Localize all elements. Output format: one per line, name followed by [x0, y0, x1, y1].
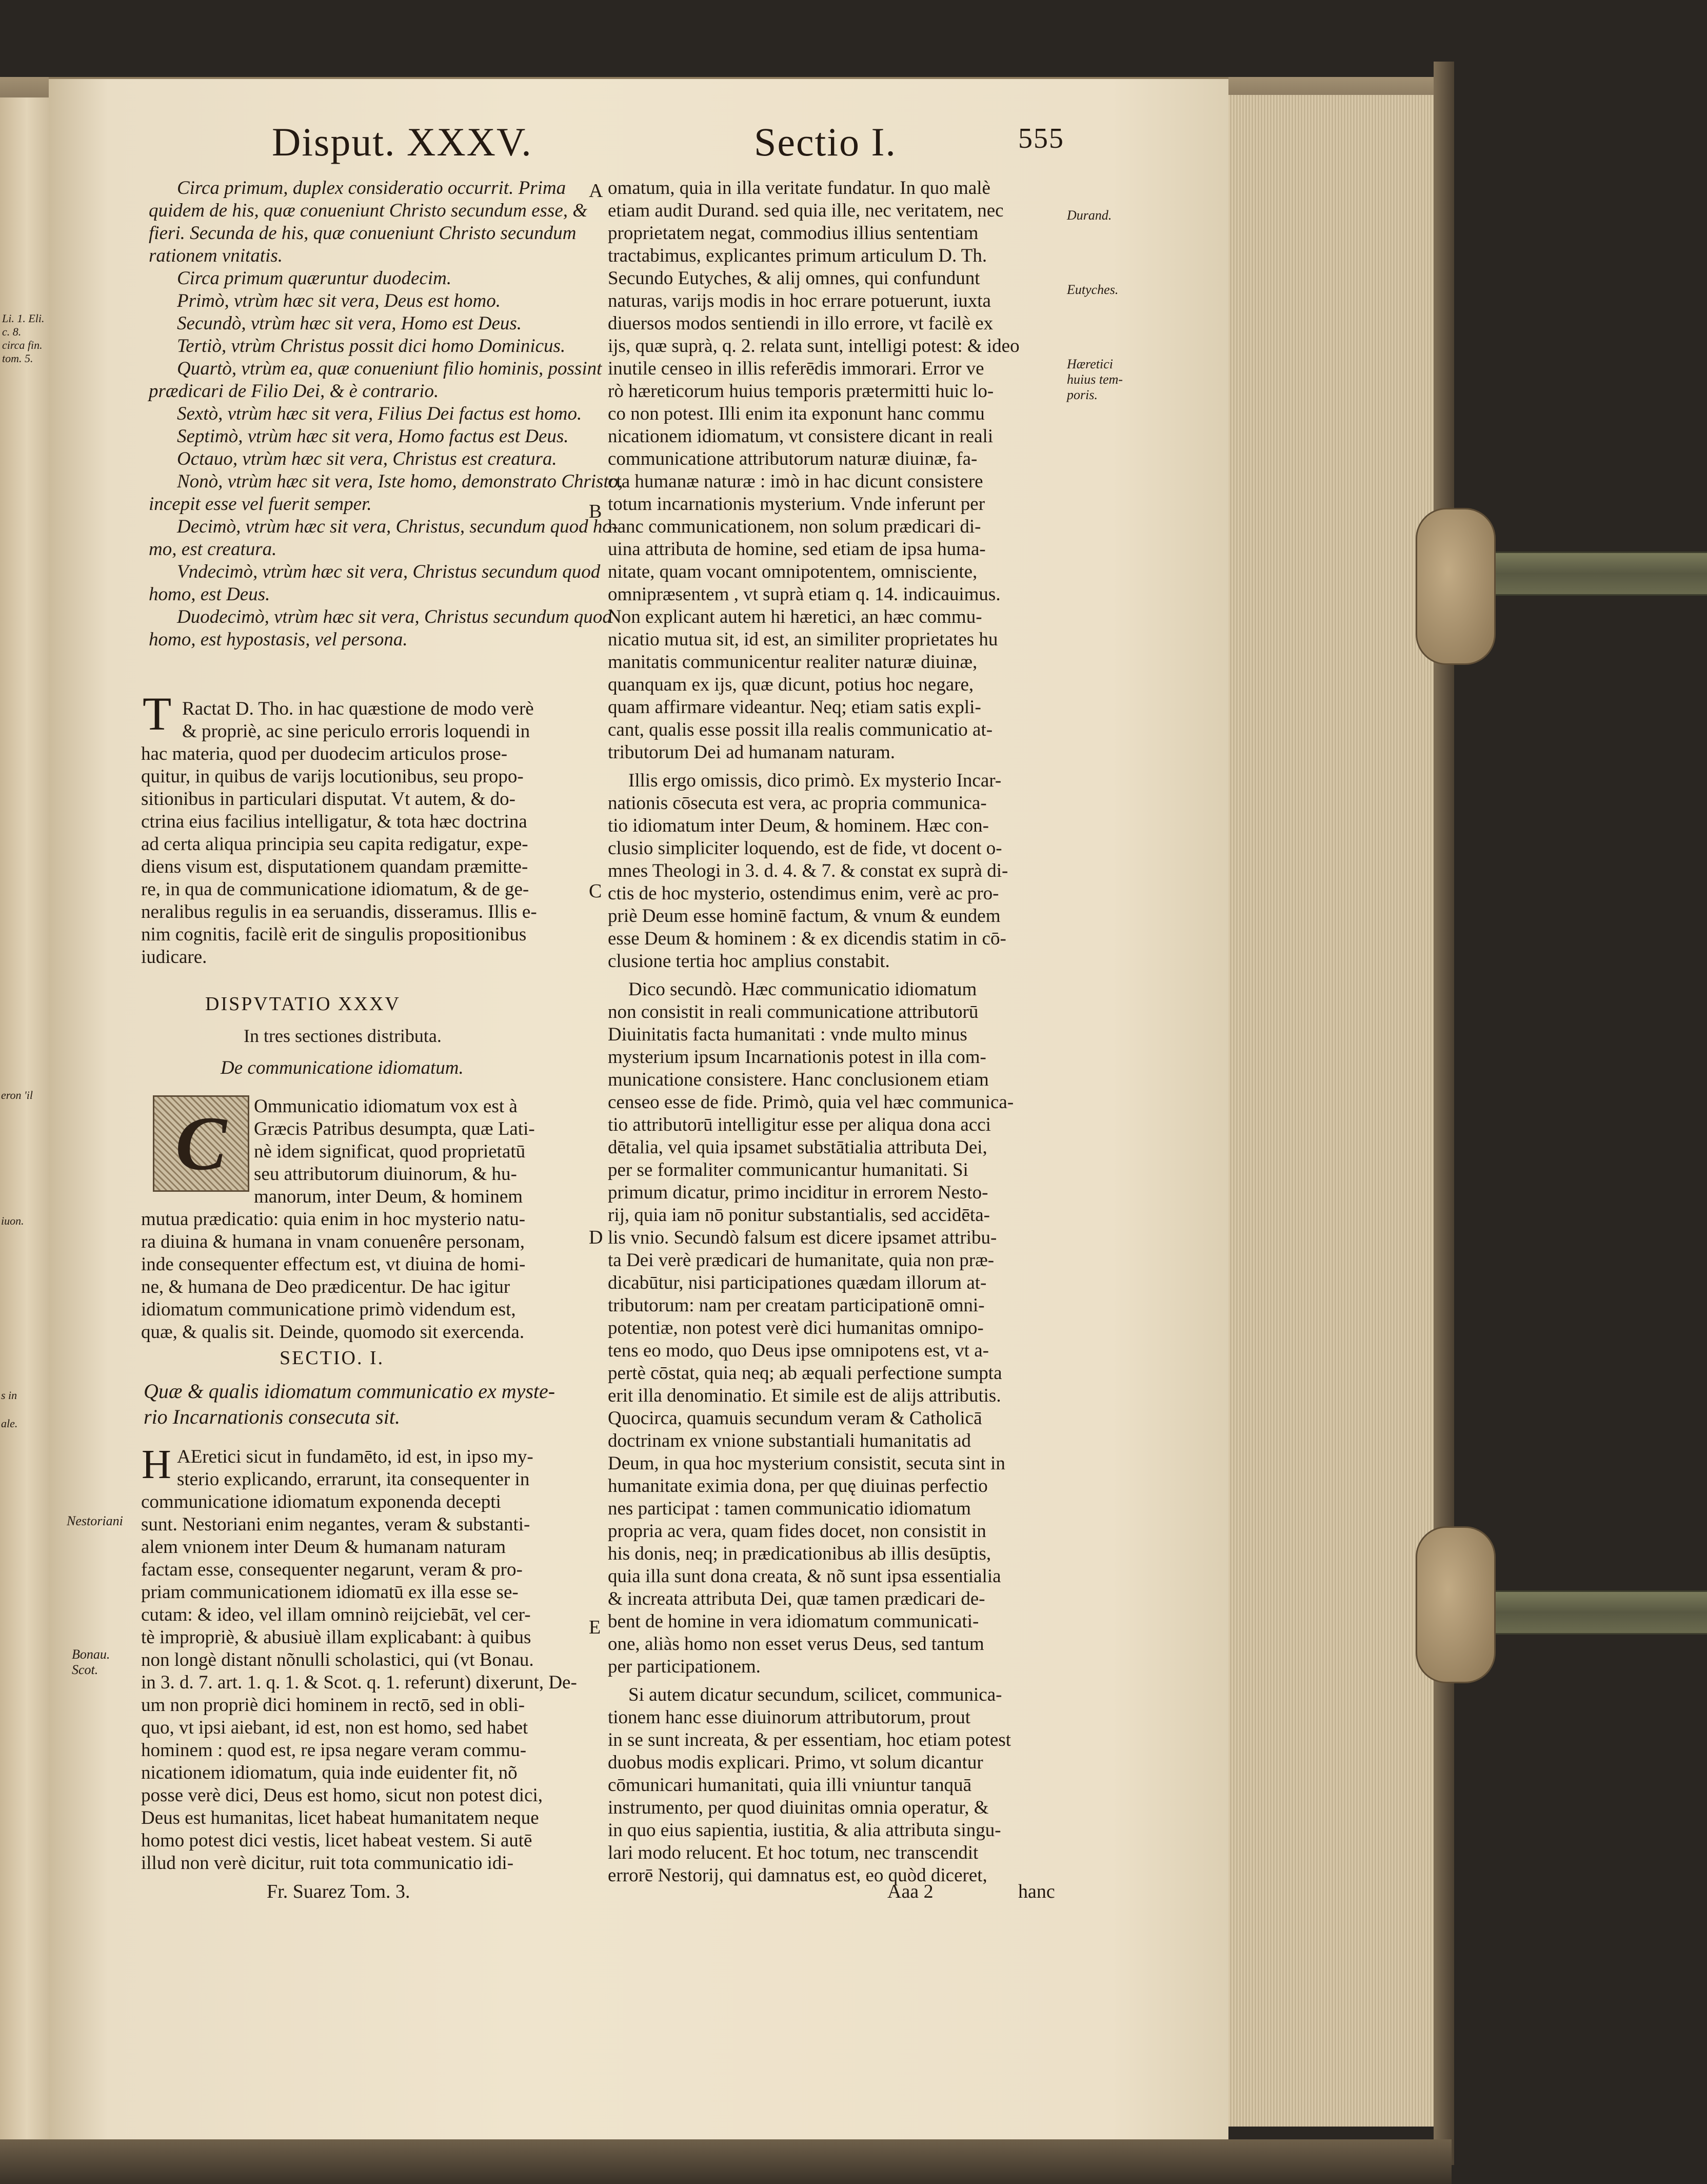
text-line: sitionibus in particulari disputat. Vt autem, & do-: [141, 789, 515, 810]
text-line: nicationem idiomatum, vt consistere dicant in reali: [608, 426, 994, 447]
text-line: fieri. Secunda de his, quæ conueniunt Christo secundum: [149, 223, 577, 244]
clasp-knob-bottom: [1416, 1526, 1496, 1683]
text-line: Circa primum quæruntur duodecim.: [177, 268, 452, 289]
margin-letter-e: E: [589, 1617, 601, 1638]
text-line: & propriè, ac sine periculo erroris loquendi in: [182, 721, 530, 742]
text-line: Duodecimò, vtrùm hæc sit vera, Christus secundum quod: [177, 606, 612, 627]
section-question: Quæ & qualis idiomatum communicatio ex myste-: [144, 1380, 555, 1403]
text-line: inutile censeo in illis referēdis immorari. Error ve: [608, 358, 984, 379]
text-line: quam affirmare videantur. Neq; etiam satis expli-: [608, 697, 981, 718]
text-line: AEretici sicut in fundamēto, id est, in ipso my-: [177, 1446, 533, 1467]
margin-note-nestoriani: Nestoriani: [67, 1513, 123, 1528]
text-line: incepit esse vel fuerit semper.: [149, 494, 372, 515]
text-line: ctis de hoc mysterio, ostendimus enim, verè ac pro-: [608, 883, 999, 904]
text-line: Non explicant autem hi hæretici, an hæc commu-: [608, 606, 982, 627]
book-cover-bottom-edge: [0, 2139, 1452, 2184]
text-line: etiam audit Durand. sed quia ille, nec veritatem, nec: [608, 200, 1004, 221]
text-line: Octauo, vtrùm hæc sit vera, Christus est creatura.: [177, 448, 557, 469]
left-page-sliver: [0, 97, 50, 2139]
text-line: hanc communicationem, non solum prædicari di-: [608, 516, 981, 537]
margin-note-haeretici: Hæretici huius tem-poris.: [1067, 357, 1123, 402]
text-line: cutam: & ideo, vel illam omninò reijciebāt, vel cer-: [141, 1604, 531, 1625]
text-line: bent de homine in vera idiomatum communicati-: [608, 1611, 979, 1632]
text-line: non consistit in reali communicatione attributorū: [608, 1001, 979, 1022]
text-line: clusio simpliciter loquendo, est de fide, vt docent o-: [608, 838, 1002, 859]
text-line: homo potest dici vestis, licet habeat vestem. Si autē: [141, 1830, 532, 1851]
clasp-knob-top: [1416, 508, 1496, 665]
text-line: nim cognitis, facilè erit de singulis propositionibus: [141, 924, 527, 945]
page-edges: [1228, 95, 1437, 2127]
text-line: naturas, varijs modis in hoc errare potuerunt, iuxta: [608, 290, 991, 311]
margin-letter-b: B: [589, 501, 602, 522]
text-line: mysterium ipsum Incarnationis potest in illa com-: [608, 1047, 986, 1068]
section-question: rio Incarnationis consecuta sit.: [144, 1405, 400, 1428]
text-line: hac materia, quod per duodecim articulos prose-: [141, 743, 508, 764]
text-line: ne, & humana de Deo prædicentur. De hac igitur: [141, 1276, 510, 1297]
signature-line: Fr. Suarez Tom. 3.: [267, 1881, 410, 1902]
text-line: cta humanæ naturæ : imò in hac dicunt consistere: [608, 471, 983, 492]
text-line: sterio explicando, errarunt, ita consequenter in: [177, 1469, 530, 1490]
text-line: Græcis Patribus desumpta, quæ Lati-: [254, 1118, 535, 1139]
text-line: idiomatum communicatione primò videndum est,: [141, 1299, 516, 1320]
text-line: esse Deum & hominem : & ex dicendis statim in cō-: [608, 928, 1006, 949]
text-line: co non potest. Illi enim ita exponunt hanc commu: [608, 403, 985, 424]
text-line: Illis ergo omissis, dico primò. Ex mysterio Incar-: [628, 770, 1002, 791]
text-line: tens eo modo, quo Deus ipse omnipotens est, vt a-: [608, 1340, 989, 1361]
text-line: quidem de his, quæ conueniunt Christo secundum esse, &: [149, 200, 588, 221]
text-line: pertè cōstat, quia neq; ab æquali perfectione sumpta: [608, 1363, 1002, 1384]
text-line: dētalia, vel quia ipsamet substātialia attributa Dei,: [608, 1137, 987, 1158]
section-heading: SECTIO. I.: [280, 1347, 385, 1369]
text-line: ta Dei verè prædicari de humanitate, quia non præ-: [608, 1250, 995, 1271]
left-page-fragment: Li. 1. Eli. c. 8. circa fin. tom. 5.: [2, 312, 45, 365]
text-line: communicatione idiomatum exponenda decepti: [141, 1491, 501, 1512]
text-line: Secundò, vtrùm hæc sit vera, Homo est Deus.: [177, 313, 522, 334]
text-line: diens visum est, disputationem quandam præmitte-: [141, 856, 528, 877]
text-line: instrumento, per quod diuinitas omnia operatur, &: [608, 1797, 989, 1818]
text-line: primum dicatur, primo inciditur in errorem Nesto-: [608, 1182, 988, 1203]
margin-note-bonau-scot: Bonau. Scot.: [72, 1647, 110, 1677]
text-line: communicatione attributorum naturæ diuinæ, fa-: [608, 448, 978, 469]
text-line: Decimò, vtrùm hæc sit vera, Christus, secundum quod ho-: [177, 516, 619, 537]
text-line: Sextò, vtrùm hæc sit vera, Filius Dei factus est homo.: [177, 403, 582, 424]
text-line: erit illa denominatio. Et simile est de alijs attributis.: [608, 1385, 1001, 1406]
text-line: non longè distant nõnulli scholastici, qui (vt Bonau.: [141, 1649, 534, 1670]
text-line: Deus est humanitas, licet habeat humanitatem neque: [141, 1807, 539, 1828]
text-line: quitur, in quibus de varijs locutionibus, seu propo-: [141, 766, 524, 787]
text-line: municatione consistere. Hanc conclusionem etiam: [608, 1069, 989, 1090]
margin-letter-a: A: [589, 180, 603, 202]
text-line: Deum, in qua hoc mysterium consistit, secuta sint in: [608, 1453, 1005, 1474]
text-line: cant, qualis esse possit illa realis communicatio at-: [608, 719, 993, 740]
text-line: mutua prædicatio: quia enim in hoc mysterio natu-: [141, 1209, 526, 1230]
text-line: in se sunt increata, & per essentiam, hoc etiam potest: [608, 1729, 1011, 1750]
text-line: rij, quia iam nō ponitur substantialis, sed accidēta-: [608, 1205, 990, 1226]
text-line: priè Deum esse hominē factum, & vnum & eundem: [608, 906, 1001, 927]
catchword: hanc: [1018, 1881, 1055, 1902]
text-line: ad certa aliqua principia seu capita redigatur, expe-: [141, 834, 528, 855]
left-page-fragment: iuon.: [1, 1214, 24, 1227]
text-line: potentiæ, non potest verè dici humanitas omnipo-: [608, 1317, 984, 1339]
text-line: tributorum: nam per creatam participationē omni-: [608, 1295, 985, 1316]
text-line: per se formaliter communicantur humanitati. Si: [608, 1159, 968, 1180]
initial-letter-t: T: [143, 687, 172, 740]
text-line: dicabūtur, nisi participationes quædam illorum at-: [608, 1272, 987, 1293]
text-line: quo, vt ipsi aiebant, id est, non est homo, sed habet: [141, 1717, 528, 1738]
text-line: one, aliàs homo non esset verus Deus, sed tantum: [608, 1634, 984, 1655]
text-line: nationis cōsecuta est vera, ac propria communica-: [608, 793, 987, 814]
text-line: & increata attributa Dei, quæ tamen prædicari de-: [608, 1588, 985, 1609]
text-line: sunt. Nestoriani enim negantes, veram & substanti-: [141, 1514, 530, 1535]
text-line: tio idiomatum inter Deum, & hominem. Hæc con-: [608, 815, 989, 836]
text-line: hominem : quod est, re ipsa negare veram commu-: [141, 1740, 527, 1761]
text-line: Si autem dicatur secundum, scilicet, communica-: [628, 1684, 1002, 1705]
text-line: tributorum Dei ad humanam naturam.: [608, 742, 895, 763]
text-line: Quartò, vtrùm ea, quæ conueniunt filio hominis, possint: [177, 358, 602, 379]
text-line: propria ac vera, quam fides docet, non consistit in: [608, 1521, 986, 1542]
margin-letter-c: C: [589, 880, 602, 902]
text-line: quia illa sunt dona creata, & nõ sunt ipsa essentialia: [608, 1566, 1001, 1587]
text-line: nicationem idiomatum, quia inde euidenter fit, nõ: [141, 1762, 518, 1783]
text-line: proprietatem negat, commodius illius sententiam: [608, 223, 979, 244]
text-line: Vndecimò, vtrùm hæc sit vera, Christus secundum quod: [177, 561, 601, 582]
text-line: um non propriè dici hominem in rectō, sed in obli-: [141, 1695, 525, 1716]
text-line: illud non verè dicitur, ruit tota communicatio idi-: [141, 1853, 514, 1874]
text-line: tè impropriè, & abusiuè illam explicabant: à quibus: [141, 1627, 531, 1648]
text-line: rò hæreticorum huius temporis prætermitti huic lo-: [608, 381, 994, 402]
text-line: lis vnio. Secundò falsum est dicere ipsamet attribu-: [608, 1227, 997, 1248]
text-line: Primò, vtrùm hæc sit vera, Deus est homo.: [177, 290, 501, 311]
text-line: Diuinitatis facta humanitati : vnde multo minus: [608, 1024, 967, 1045]
text-line: humanitate eximia dona, per quę diuinas perfectio: [608, 1475, 988, 1497]
margin-letter-d: D: [589, 1227, 603, 1248]
header-section: Sectio I.: [754, 120, 897, 164]
left-page-fragment: s in: [1, 1389, 17, 1402]
signature-mark: Aaa 2: [887, 1881, 934, 1902]
text-line: Septimò, vtrùm hæc sit vera, Homo factus est Deus.: [177, 426, 569, 447]
text-line: manitatis communicentur realiter naturæ diuinæ,: [608, 652, 978, 673]
disputation-title: DISPVTATIO XXXV: [205, 993, 401, 1015]
text-line: doctrinam ex vnione substantiali humanitatis ad: [608, 1430, 971, 1451]
text-line: tractabimus, explicantes primum articulum D. Th.: [608, 245, 987, 266]
text-line: censeo esse de fide. Primò, quia vel hæc communica-: [608, 1092, 1014, 1113]
text-line: prædicari de Filio Dei, & è contrario.: [149, 381, 439, 402]
text-line: nitate, quam vocant omnipotentem, omnisciente,: [608, 561, 978, 582]
margin-note-durand: Durand.: [1067, 208, 1112, 223]
text-line: alem vnionem inter Deum & humanam naturam: [141, 1537, 506, 1558]
text-line: Ractat D. Tho. in hac quæstione de modo verè: [182, 698, 534, 719]
text-line: uina attributa de homine, sed etiam de ipsa huma-: [608, 539, 986, 560]
text-line: per participationem.: [608, 1656, 761, 1677]
text-line: Ommunicatio idiomatum vox est à: [254, 1096, 518, 1117]
text-line: mnes Theologi in 3. d. 4. & 7. & constat ex suprà di-: [608, 860, 1008, 881]
text-line: tio attributorū intelligitur esse per aliqua dona acci: [608, 1114, 991, 1135]
header-disputation: Disput. XXXV.: [272, 120, 532, 164]
text-line: nicatio mutua sit, id est, an similiter proprietates hu: [608, 629, 998, 650]
text-line: totum incarnationis mysterium. Vnde inferunt per: [608, 494, 985, 515]
text-line: quanquam ex ijs, quæ dicunt, potius hoc negare,: [608, 674, 974, 695]
text-line: manorum, inter Deum, & hominem: [254, 1186, 523, 1207]
disputation-subtitle: In tres sectiones distributa.: [244, 1026, 442, 1046]
text-line: mo, est creatura.: [149, 539, 277, 560]
text-line: seu attributorum diuinorum, & hu-: [254, 1164, 517, 1185]
text-line: clusione tertia hoc amplius constabit.: [608, 951, 890, 972]
text-line: quæ, & qualis sit. Deinde, quomodo sit exercenda.: [141, 1322, 525, 1343]
text-line: Secundo Eutyches, & alij omnes, qui confundunt: [608, 268, 980, 289]
text-line: nes participat : tamen communicatio idiomatum: [608, 1498, 971, 1519]
text-line: diuersos modos sentiendi in illo errore, vt facilè ex: [608, 313, 994, 334]
left-page-fragment: ale.: [1, 1417, 18, 1430]
text-line: omatum, quia in illa veritate fundatur. In quo malè: [608, 178, 990, 199]
text-line: re, in qua de communicatione idiomatum, & de ge-: [141, 879, 529, 900]
text-line: homo, est Deus.: [149, 584, 270, 605]
text-line: nè idem significat, quod proprietatū: [254, 1141, 526, 1162]
text-line: Circa primum, duplex consideratio occurrit. Prima: [177, 178, 566, 199]
ornamental-initial: C: [153, 1095, 249, 1192]
text-line: ctrina eius facilius intelligatur, & tota hæc doctrina: [141, 811, 527, 832]
text-line: Quocirca, quamuis secundum veram & Catholicā: [608, 1408, 982, 1429]
text-line: Tertiò, vtrùm Christus possit dici homo Dominicus.: [177, 336, 566, 357]
text-line: factam esse, consequenter negarunt, veram & pro-: [141, 1559, 523, 1580]
page-number: 555: [1018, 123, 1064, 154]
text-line: cōmunicari humanitati, quia illi vniuntur tanquā: [608, 1775, 971, 1796]
disputation-topic: De communicatione idiomatum.: [221, 1057, 464, 1078]
text-line: priam communicationem idiomatū ex illa esse se-: [141, 1582, 519, 1603]
text-line: homo, est hypostasis, vel persona.: [149, 629, 408, 650]
text-line: his donis, neq; in prædicationibus ab illis desūptis,: [608, 1543, 991, 1564]
text-line: rationem vnitatis.: [149, 245, 283, 266]
initial-letter-h: H: [142, 1442, 171, 1487]
text-line: in quo eius sapientia, iustitia, & alia attributa singu-: [608, 1820, 1001, 1841]
text-line: ra diuina & humana in vnam conuenêre personam,: [141, 1231, 525, 1252]
text-line: posse verè dici, Deus est homo, sicut non potest dici,: [141, 1785, 543, 1806]
text-line: neralibus regulis in ea seruandis, disseramus. Illis e-: [141, 901, 537, 922]
text-line: in 3. d. 7. art. 1. q. 1. & Scot. q. 1. referunt) dixerunt, De-: [141, 1672, 577, 1693]
text-line: errorē Nestorij, qui damnatus est, eo quòd diceret,: [608, 1865, 987, 1886]
text-line: ijs, quæ suprà, q. 2. relata sunt, intelligi potest: & ideo: [608, 336, 1020, 357]
text-line: Nonò, vtrùm hæc sit vera, Iste homo, demonstrato Christo,: [177, 471, 623, 492]
left-page-fragment: eron 'il: [1, 1089, 33, 1101]
text-line: Dico secundò. Hæc communicatio idiomatum: [628, 979, 977, 1000]
text-line: tionem hanc esse diuinorum attributorum, prout: [608, 1707, 970, 1728]
text-line: omnipræsentem , vt suprà etiam q. 14. indicauimus.: [608, 584, 1001, 605]
text-line: iudicare.: [141, 947, 207, 968]
text-line: inde consequenter effectum est, vt diuina de homi-: [141, 1254, 526, 1275]
text-line: duobus modis explicari. Primo, vt solum dicantur: [608, 1752, 983, 1773]
book-cover-side: [1434, 62, 1454, 2165]
text-line: lari modo relucent. Et hoc totum, nec transcendit: [608, 1842, 979, 1863]
margin-note-eutyches: Eutyches.: [1067, 282, 1119, 297]
